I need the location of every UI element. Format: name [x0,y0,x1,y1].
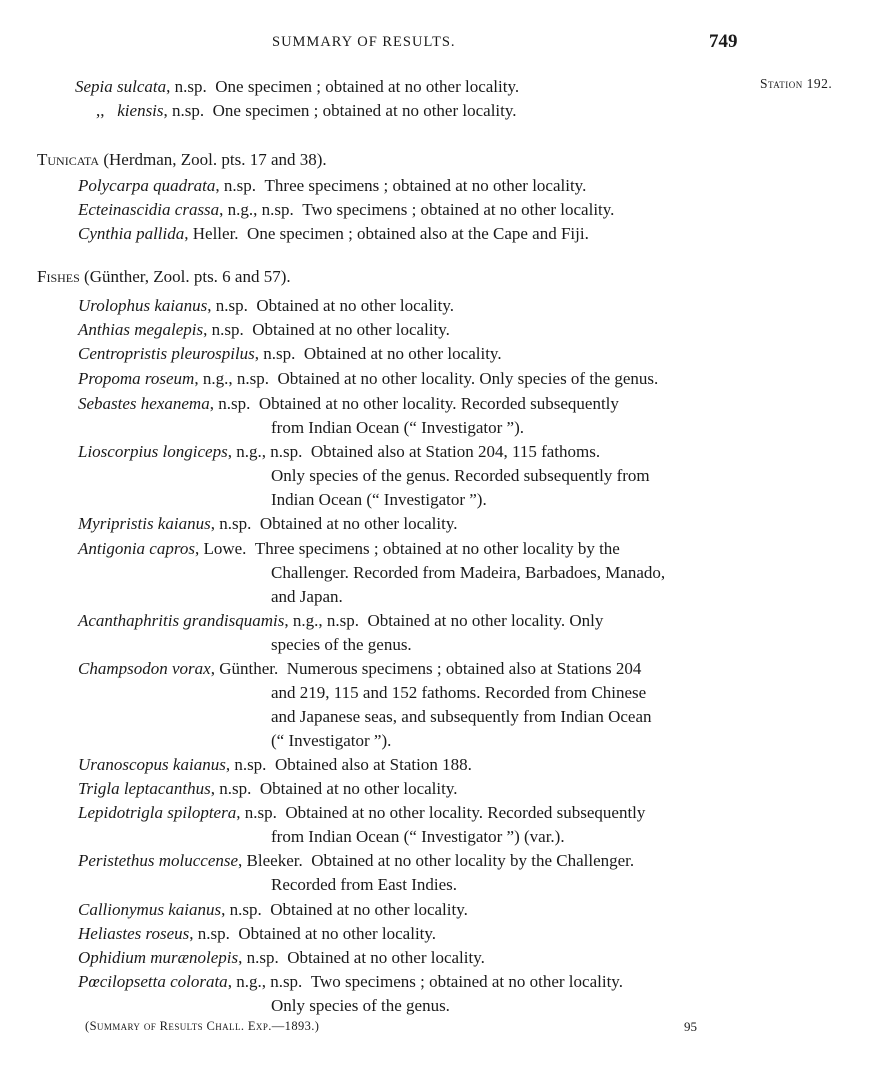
entry-fish [78,898,468,922]
authority: , n.sp. [238,948,279,967]
entry-note: Three specimens ; obtained at no other locality. [264,176,587,195]
section-heading-fishes [37,265,291,289]
entry-note: Two specimens ; obtained at no other locality. [302,200,615,219]
species-name: Pœcilopsetta colorata [78,972,228,991]
entry-continuation: species of the genus. [271,635,412,654]
species-name: Centropristis pleurospilus [78,344,255,363]
entry-note: Obtained at no other locality. [238,924,437,943]
authority: , Heller. [184,224,239,243]
station-label: Station 192. [760,76,833,91]
species-name: Antigonia capros [78,539,195,558]
entry-continuation: Recorded from East Indies. [271,875,457,894]
species-name: Myripristis kaianus [78,514,211,533]
page-number: 749 [709,31,738,52]
species-name: Acanthaphritis grandisquamis [78,611,285,630]
entry-fish [78,801,645,825]
authority: , n.sp. [203,320,244,339]
section-reference: (Günther, Zool. pts. 6 and 57). [79,267,291,286]
authority: , n.sp. [207,296,248,315]
entry-note: Obtained at no other locality. [303,344,502,363]
entry-continuation: Challenger. Recorded from Madeira, Barbadoes, Manado, [271,563,666,582]
authority: , Lowe. [194,539,247,558]
entry-fish [78,318,450,342]
authority: , n.sp. [166,77,207,96]
entry-continuation: and Japanese seas, and subsequently from Indian Ocean [271,707,652,726]
entry-note: Obtained at no other locality. [259,514,458,533]
species-name: Heliastes roseus [78,924,190,943]
species-name: Polycarpa quadrata [78,176,216,195]
section-heading-tunicata [37,148,327,172]
entry-continuation: (“ Investigator ”). [271,731,392,750]
authority: , n.sp. [209,394,251,413]
entry-fish [78,922,436,946]
species-name: Uranoscopus kaianus [78,755,226,774]
authority: , n.g., n.sp. [227,442,303,461]
entry-sepia-sulcata [75,75,519,99]
species-name: Sepia sulcata [75,77,167,96]
entry-note: One specimen ; obtained at no other locality. [212,101,517,120]
entry-fish [78,367,658,391]
authority: , n.sp. [221,900,262,919]
authority: , n.g., n.sp. [227,972,303,991]
entry-fish [78,440,600,464]
entry-note: Obtained at no other locality. [270,900,468,919]
entry-note: One specimen ; obtained also at the Cape and Fiji. [247,224,589,243]
entry-note: Obtained at no other locality. [287,948,485,967]
entry-fish [78,609,603,633]
signature-number: 95 [684,1019,697,1034]
entry-note: Obtained at no other locality. Recorded subsequently [258,394,619,413]
entry-fish [78,753,472,777]
entry-note: Obtained at no other locality. Only species of the genus. [277,369,659,388]
entry-fish [78,342,502,366]
authority: , n.g., n.sp. [284,611,359,630]
entry-note: Three specimens ; obtained at no other locality by the [254,539,620,558]
section-title: Tunicata [37,150,100,169]
species-name: Ecteinascidia crassa [78,200,220,219]
entry-note: Obtained at no other locality. [256,296,455,315]
authority: , n.sp. [215,176,257,195]
footer-imprint: (Summary of Results Chall. Exp.—1893.) [85,1019,320,1033]
authority: , n.g., n.sp. [194,369,269,388]
species-name: Propoma roseum [78,369,195,388]
entry-note: Obtained at no other locality. Recorded subsequently [285,803,646,822]
authority: , n.sp. [236,803,277,822]
entry-tunicata [78,174,586,198]
entry-fish [78,512,457,536]
species-name: Ophidium murænolepis [78,948,239,967]
species-name: Urolophus kaianus [78,296,208,315]
entry-continuation: and 219, 115 and 152 fathoms. Recorded from Chinese [271,683,647,702]
entry-continuation: and Japan. [271,587,343,606]
entry-continuation: Only species of the genus. Recorded subsequently from [271,466,650,485]
entry-fish [78,970,623,994]
entry-fish [78,392,619,416]
entry-fish [78,537,620,561]
authority: , n.sp. [210,779,252,798]
entry-note: One specimen ; obtained at no other locality. [215,77,520,96]
entry-note: Obtained at no other locality. [259,779,458,798]
entry-continuation: from Indian Ocean (“ Investigator ”). [271,418,524,437]
authority: , n.sp. [225,755,267,774]
entry-fish [78,946,485,970]
entry-note: Obtained also at Station 188. [274,755,472,774]
species-name: Lepidotrigla spiloptera [78,803,237,822]
authority: , n.g., n.sp. [219,200,294,219]
section-reference: (Herdman, Zool. pts. 17 and 38). [99,150,327,169]
entry-fish [78,849,634,873]
entry-note: Obtained at no other locality. Only [367,611,604,630]
entry-fish [78,657,641,681]
authority: , n.sp. [254,344,296,363]
species-name: Peristethus moluccense [78,851,239,870]
authority: , n.sp. [163,101,205,120]
ditto-mark: ,, [96,101,105,120]
authority: , n.sp. [210,514,252,533]
authority: , Günther. [210,659,279,678]
entry-note: Obtained at no other locality by the Challenger. [311,851,635,870]
entry-note: Obtained at no other locality. [252,320,450,339]
section-title: Fishes [37,267,80,286]
entry-tunicata [78,198,614,222]
authority: , n.sp. [189,924,230,943]
entry-note: Two specimens ; obtained at no other locality. [310,972,623,991]
species-name: kiensis [117,101,164,120]
species-name: Sebastes hexanema [78,394,210,413]
species-name: Champsodon vorax [78,659,211,678]
entry-continuation: from Indian Ocean (“ Investigator ”) (var.). [271,827,565,846]
species-name: Anthias megalepis [78,320,204,339]
running-header: SUMMARY OF RESULTS. [272,34,456,50]
species-name: Lioscorpius longiceps [78,442,228,461]
entry-continuation: Indian Ocean (“ Investigator ”). [271,490,487,509]
species-name: Cynthia pallida [78,224,185,243]
entry-note: Obtained also at Station 204, 115 fathoms. [310,442,601,461]
entry-fish [78,294,454,318]
entry-continuation: Only species of the genus. [271,996,450,1015]
entry-note: Numerous specimens ; obtained also at Stations 204 [286,659,642,678]
species-name: Callionymus kaianus [78,900,222,919]
authority: , Bleeker. [238,851,303,870]
species-name: Trigla leptacanthus [78,779,211,798]
entry-sepia-kiensis [96,99,517,123]
entry-tunicata [78,222,589,246]
entry-fish [78,777,458,801]
